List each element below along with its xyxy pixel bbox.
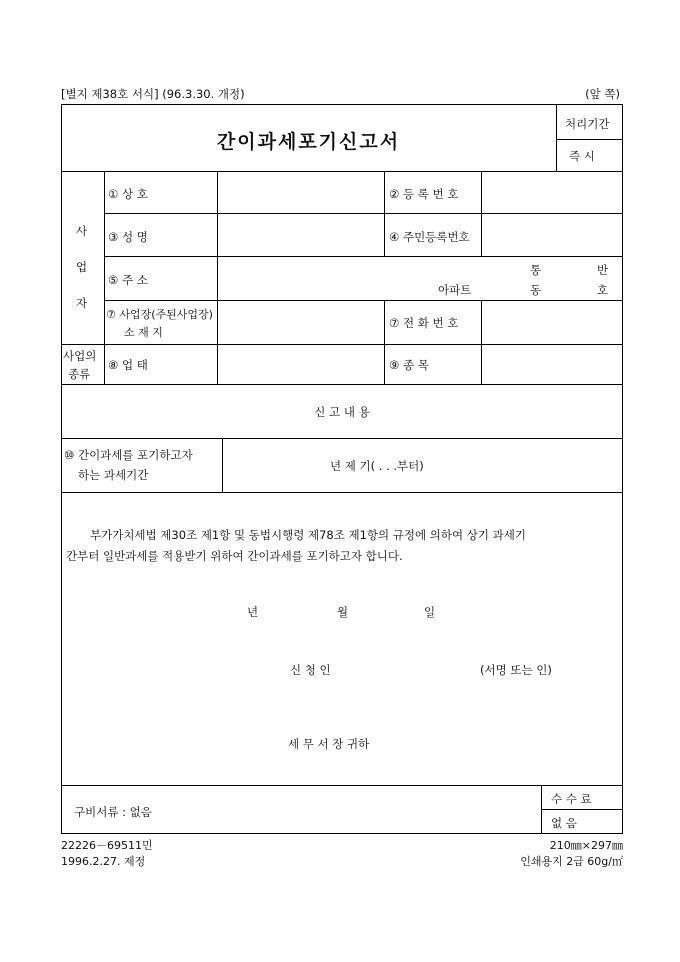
statement-line-1: 부가가치세법 제30조 제1항 및 동법시행령 제78조 제1항의 규정에 의하여 상기 과세기 xyxy=(90,528,526,542)
applicant-label: 신 청 인 xyxy=(290,663,331,677)
section-business-2: 종류 xyxy=(68,367,91,381)
section-business-1: 사업의 xyxy=(63,349,97,363)
address-dong: 동 xyxy=(530,283,542,297)
address-tong: 통 xyxy=(530,263,542,277)
label-representative: ③ 성 명 xyxy=(108,230,148,244)
label-site-1: ⑦ 사업장(주된사업장) xyxy=(106,308,213,321)
report-heading: 신 고 내 용 xyxy=(314,405,370,419)
label-business-item: ⑨ 종 목 xyxy=(389,358,429,372)
form-title: 간이과세포기신고서 xyxy=(216,131,401,153)
fee-label: 수 수 료 xyxy=(551,792,592,806)
processing-label: 처리기간 xyxy=(565,117,610,131)
address-ban: 반 xyxy=(597,263,609,277)
label-site-2: 소 재 지 xyxy=(124,326,163,339)
label-business-type: ⑧ 업 태 xyxy=(108,358,148,372)
label-period-2: 하는 과세기간 xyxy=(78,468,149,482)
registration-number-field[interactable] xyxy=(482,172,622,213)
business-item-field[interactable] xyxy=(482,345,622,384)
section-applicant: 사 업 자 xyxy=(76,224,88,310)
period-value[interactable]: 년 제 기( . . .부터) xyxy=(330,459,424,473)
label-registration-number: ② 등 록 번 호 xyxy=(389,187,459,201)
signature-field[interactable]: (서명 또는 인) xyxy=(480,663,552,677)
date-day: 일 xyxy=(424,605,436,619)
form-number: [별지 제38호 서식] (96.3.30. 개정) xyxy=(61,87,245,101)
addressee: 세 무 서 장 귀하 xyxy=(288,737,370,751)
footer-size: 210㎜×297㎜ xyxy=(549,839,623,852)
address-apt: 아파트 xyxy=(438,283,472,297)
label-address: ⑤ 주 소 xyxy=(108,273,148,287)
page-side: (앞 쪽) xyxy=(585,87,620,101)
label-resident-number: ④ 주민등록번호 xyxy=(389,230,470,244)
trade-name-field[interactable] xyxy=(218,172,384,213)
date-year: 년 xyxy=(247,605,259,619)
footer-date: 1996.2.27. 제정 xyxy=(61,855,146,868)
business-type-field[interactable] xyxy=(218,345,384,384)
footer-paper: 인쇄용지 2급 60g/㎡ xyxy=(520,855,623,868)
required-documents: 구비서류 : 없음 xyxy=(74,805,152,819)
processing-value: 즉 시 xyxy=(569,149,595,163)
site-field[interactable] xyxy=(218,301,384,344)
address-ho: 호 xyxy=(597,283,609,297)
address-field[interactable] xyxy=(218,257,622,300)
representative-field[interactable] xyxy=(218,214,384,256)
date-month: 월 xyxy=(337,605,349,619)
label-period-1: ⑩ 간이과세를 포기하고자 xyxy=(64,448,193,462)
phone-field[interactable] xyxy=(482,301,622,344)
resident-number-field[interactable] xyxy=(482,214,622,256)
fee-value: 없 음 xyxy=(551,816,577,830)
statement-line-2: 간부터 일반과세를 적용받기 위하여 간이과세를 포기하고자 합니다. xyxy=(66,549,403,563)
label-phone: ⑦ 전 화 번 호 xyxy=(389,316,459,330)
label-trade-name: ① 상 호 xyxy=(108,187,148,201)
footer-code: 22226－69511민 xyxy=(61,839,153,852)
